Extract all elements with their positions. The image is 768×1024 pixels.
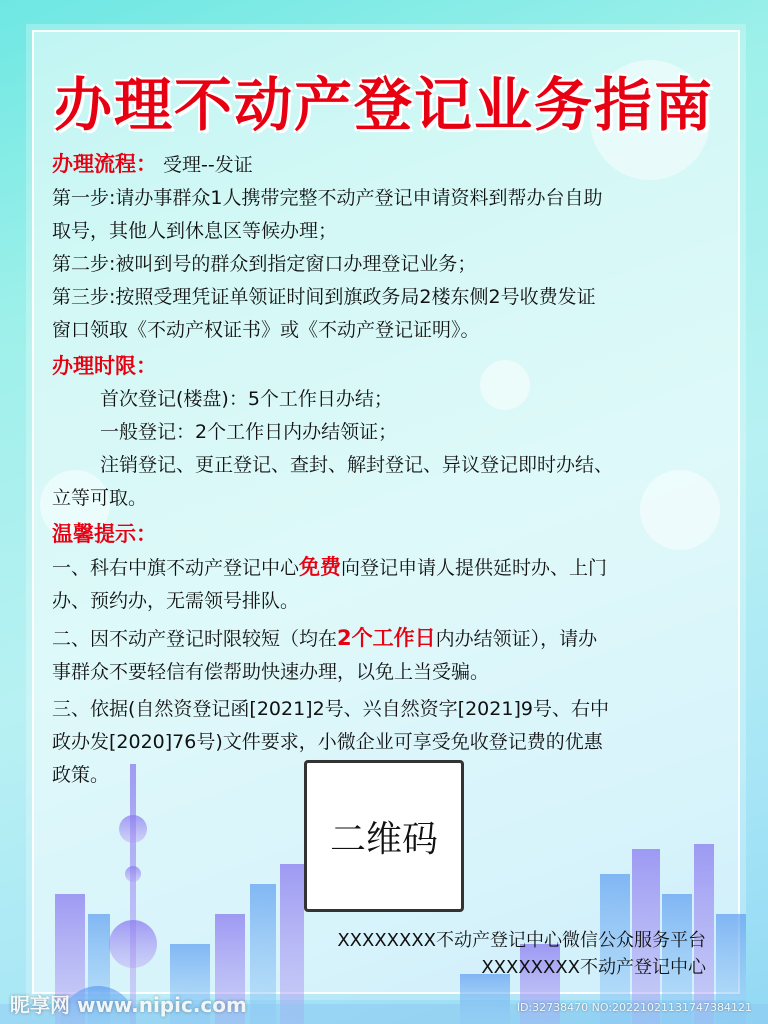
time-limit-line: 一般登记：2个工作日内办结领证；	[100, 421, 398, 443]
qr-code-placeholder	[304, 760, 464, 912]
watermark-id: ID:32738470 NO:20221021131747384121	[516, 1001, 752, 1014]
time-limit-tail: 立等可取。	[52, 487, 148, 509]
process-line: 第一步:请办事群众1人携带完整不动产登记申请资料到帮办台自助	[52, 187, 603, 209]
free-highlight: 免费	[299, 555, 342, 579]
tip-text: 内办结领证），请办	[435, 628, 598, 650]
process-summary: 受理--发证	[163, 154, 253, 176]
tip-item-1-cont: 办、预约办，无需领号排队。	[52, 590, 300, 612]
qr-label: 二维码	[329, 818, 438, 860]
time-limit-line: 注销登记、更正登记、查封、解封登记、异议登记即时办结、	[100, 454, 614, 476]
footer-center-name: XXXXXXXX不动产登记中心	[481, 957, 706, 978]
process-line: 窗口领取《不动产权证书》或《不动产登记证明》。	[52, 319, 480, 341]
process-line: 取号，其他人到休息区等候办理；	[52, 220, 338, 242]
guide-body	[52, 148, 712, 792]
days-highlight: 2个工作日	[337, 626, 436, 650]
tip-item-3: 三、依据(自然资登记函[2021]2号、兴自然资字[2021]9号、右中	[52, 698, 609, 720]
process-header	[52, 148, 712, 182]
tip-item-3-cont: 政策。	[52, 764, 110, 786]
time-limit-line: 首次登记(楼盘)：5个工作日办结；	[100, 388, 393, 410]
tip-item-2	[52, 622, 712, 656]
process-heading: 办理流程：	[52, 152, 157, 176]
tip-text: 向登记申请人提供延时办、上门	[341, 557, 608, 579]
page-title: 办理不动产登记业务指南	[53, 71, 714, 139]
process-line: 第三步:按照受理凭证单领证时间到旗政务局2楼东侧2号收费发证	[52, 286, 596, 308]
footer-wechat-platform: XXXXXXXX不动产登记中心微信公众服务平台	[337, 930, 706, 951]
tip-item-2-cont: 事群众不要轻信有偿帮助快速办理，以免上当受骗。	[52, 661, 490, 683]
watermark-logo: 昵享网 www.nipic.com	[10, 993, 247, 1017]
tip-item-1	[52, 551, 712, 585]
tip-text: 二、因不动产登记时限较短（均在	[52, 628, 338, 650]
process-line: 第二步:被叫到号的群众到指定窗口办理登记业务；	[52, 253, 477, 275]
tips-heading: 温馨提示：	[52, 522, 157, 546]
tip-item-3-cont: 政办发[2020]76号)文件要求，小微企业可享受免收登记费的优惠	[52, 731, 603, 753]
tip-text: 一、科右中旗不动产登记中心	[52, 557, 300, 579]
time-limit-heading: 办理时限：	[52, 354, 157, 378]
